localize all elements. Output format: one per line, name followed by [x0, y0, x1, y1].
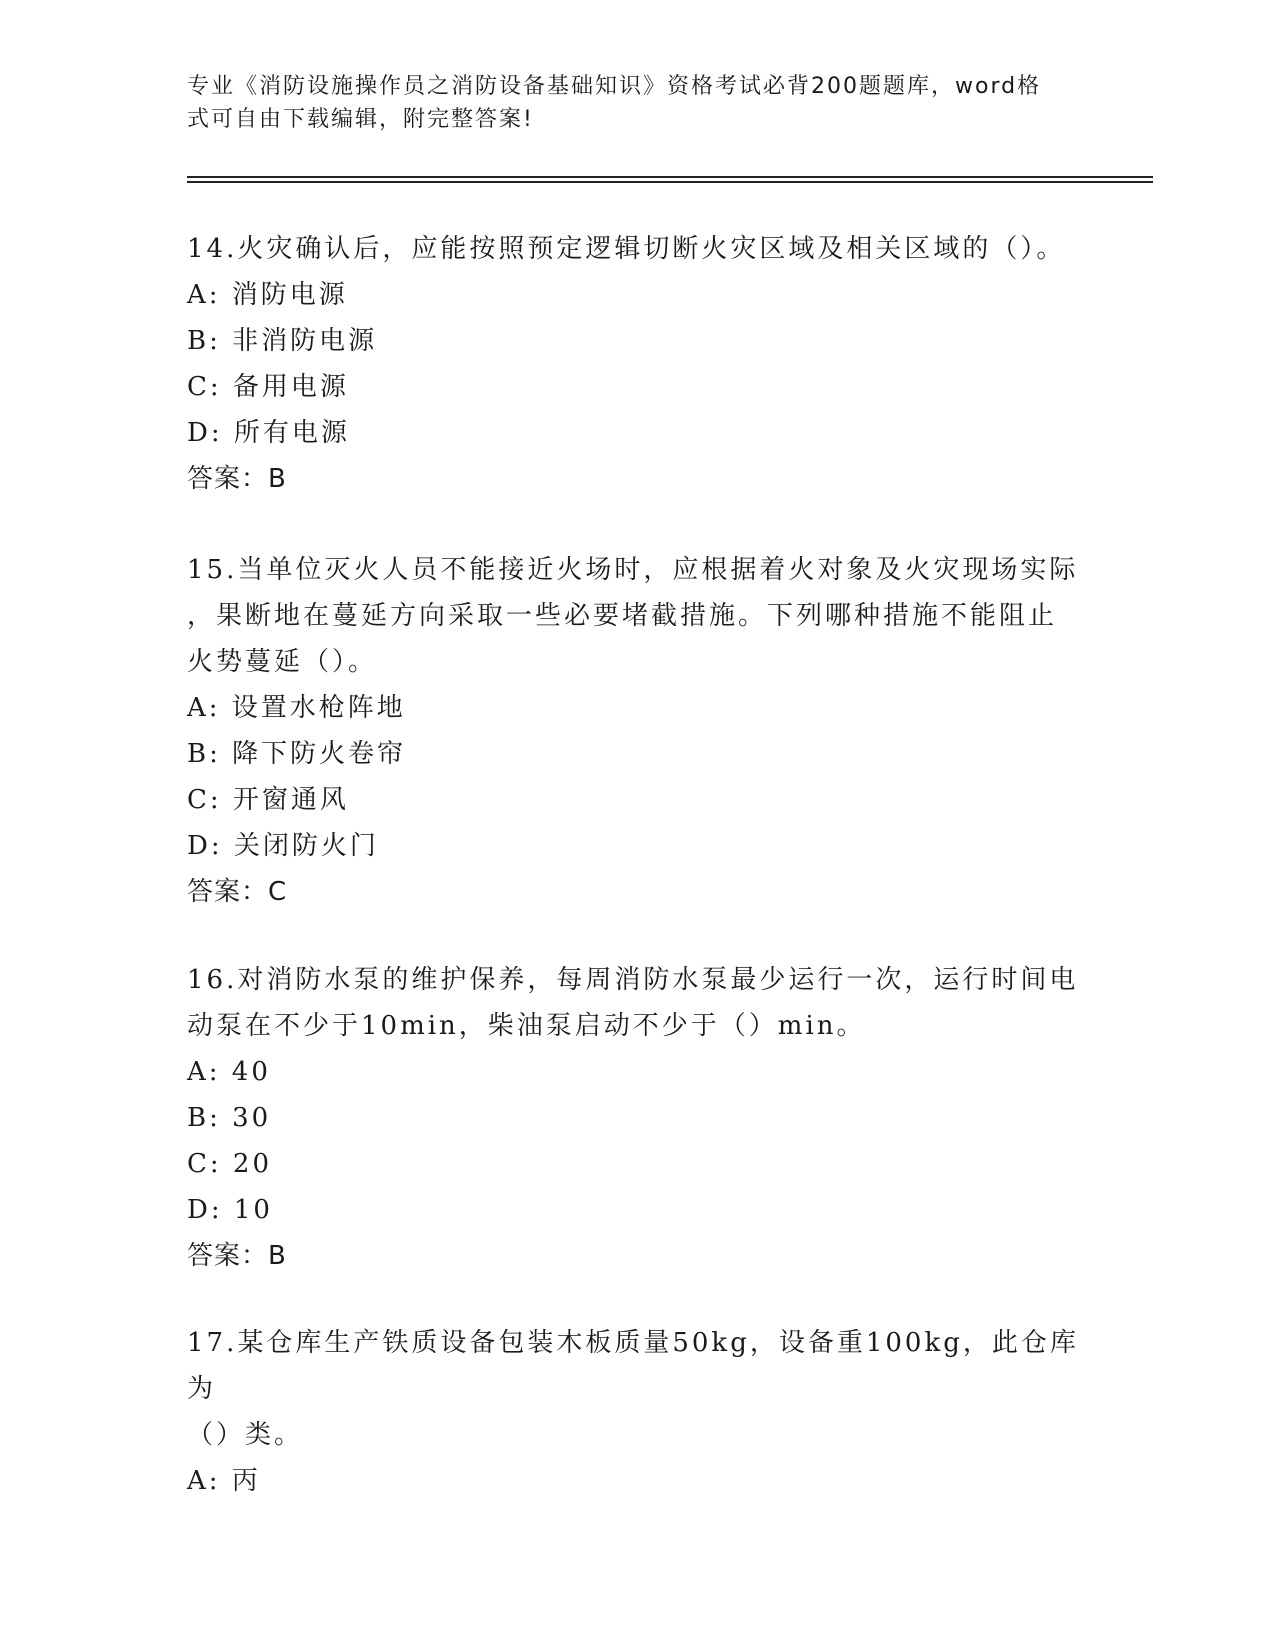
answer-option: C: 20 — [187, 1149, 273, 1179]
answer-option: B: 非消防电源 — [187, 326, 378, 356]
answer-option: A: 消防电源 — [187, 280, 348, 310]
question-stem: 14.火灾确认后，应能按照预定逻辑切断火灾区域及相关区域的（）。 — [187, 234, 1066, 264]
header-divider — [187, 181, 1153, 183]
header-line: 式可自由下载编辑，附完整答案! — [187, 107, 534, 132]
answer-option: B: 30 — [187, 1103, 272, 1133]
question-stem: 17.某仓库生产铁质设备包装木板质量50kg，设备重100kg，此仓库为 — [187, 1328, 1079, 1404]
answer-key: 答案：B — [187, 464, 287, 494]
answer-option: A: 40 — [187, 1057, 271, 1087]
header-divider — [187, 176, 1153, 178]
question-stem: （）类。 — [187, 1420, 304, 1450]
answer-option: A: 设置水枪阵地 — [187, 693, 406, 723]
question-stem: 15.当单位灭火人员不能接近火场时，应根据着火对象及火灾现场实际 — [187, 555, 1079, 585]
answer-key: 答案：B — [187, 1241, 287, 1271]
answer-option: B: 降下防火卷帘 — [187, 739, 407, 769]
answer-option: D: 10 — [187, 1195, 273, 1225]
question-item — [187, 1320, 1087, 1504]
question-stem: 火势蔓延（）。 — [187, 647, 378, 677]
answer-key: 答案：C — [187, 877, 288, 907]
answer-option: C: 备用电源 — [187, 372, 349, 402]
question-item — [187, 547, 1087, 915]
document-header — [187, 70, 1087, 136]
answer-option: D: 所有电源 — [187, 418, 350, 448]
question-stem: 动泵在不少于10min，柴油泵启动不少于（）min。 — [187, 1011, 866, 1041]
answer-option: A: 丙 — [187, 1466, 261, 1496]
question-item — [187, 226, 1087, 502]
question-stem: 16.对消防水泵的维护保养，每周消防水泵最少运行一次，运行时间电 — [187, 965, 1079, 995]
question-item — [187, 957, 1087, 1279]
answer-option: C: 开窗通风 — [187, 785, 349, 815]
question-stem: ，果断地在蔓延方向采取一些必要堵截措施。下列哪种措施不能阻止 — [187, 601, 1058, 631]
answer-option: D: 关闭防火门 — [187, 831, 379, 861]
header-line: 专业《消防设施操作员之消防设备基础知识》资格考试必背200题题库，word格 — [187, 74, 1042, 99]
